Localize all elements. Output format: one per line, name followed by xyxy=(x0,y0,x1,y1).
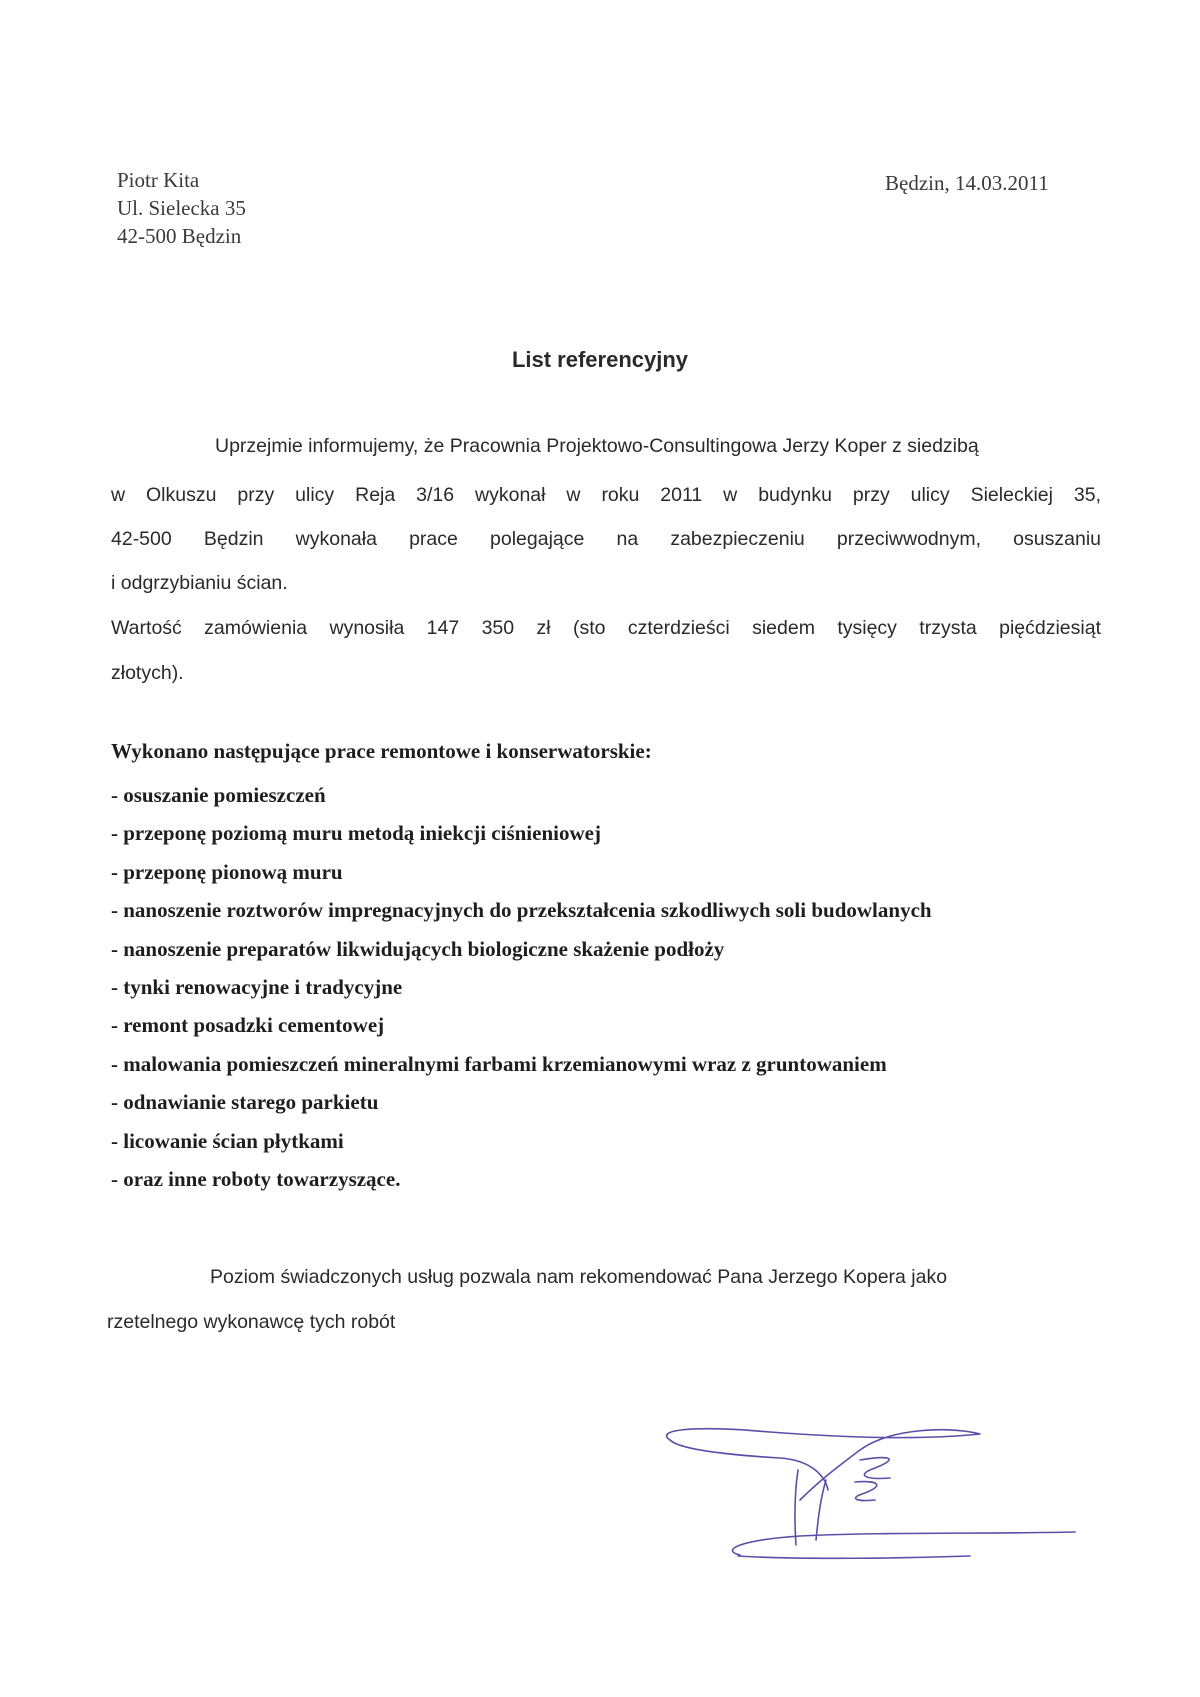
closing-line-1: Poziom świadczonych usług pozwala nam rekomendować Pana Jerzego Kopera jako xyxy=(210,1266,948,1288)
list-item: - odnawianie starego parkietu xyxy=(111,1090,379,1115)
paragraph-2-line-2: złotych). xyxy=(111,662,184,684)
sender-address xyxy=(117,166,246,250)
paragraph-1-line-3: 42-500 Będzin wykonała prace polegające na zabezpieczeniu przeciwwodnym, osuszaniu xyxy=(111,528,1101,550)
closing-line-2: rzetelnego wykonawcę tych robót xyxy=(107,1311,396,1333)
list-item: - remont posadzki cementowej xyxy=(111,1013,385,1038)
list-item: - przeponę poziomą muru metodą iniekcji ciśnieniowej xyxy=(111,821,601,846)
list-item: - nanoszenie roztworów impregnacyjnych do przekształcenia szkodliwych soli budowlanych xyxy=(111,898,932,923)
sender-name: Piotr Kita xyxy=(117,168,200,192)
list-item: - nanoszenie preparatów likwidujących biologiczne skażenie podłoży xyxy=(111,936,725,961)
paragraph-1-line-1: Uprzejmie informujemy, że Pracownia Projektowo-Consultingowa Jerzy Koper z siedzibą xyxy=(215,435,979,457)
paragraph-1-line-4: i odgrzybianiu ścian. xyxy=(111,572,288,594)
place-and-date: Będzin, 14.03.2011 xyxy=(885,171,1049,195)
paragraph-1-line-2: w Olkuszu przy ulicy Reja 3/16 wykonał w roku 2011 w budynku przy ulicy Sieleckiej 35, xyxy=(111,484,1101,506)
letter-title: List referencyjny xyxy=(511,347,689,372)
list-item: - przeponę pionową muru xyxy=(111,859,343,884)
list-item: - licowanie ścian płytkami xyxy=(111,1128,344,1153)
handwritten-signature-icon xyxy=(650,1420,1090,1570)
works-list xyxy=(111,776,932,1198)
list-item: - malowania pomieszczeń mineralnymi farbami krzemianowymi wraz z gruntowaniem xyxy=(111,1051,887,1076)
works-heading: Wykonano następujące prace remontowe i konserwatorskie: xyxy=(111,739,652,763)
list-item: - osuszanie pomieszczeń xyxy=(111,783,326,807)
sender-city: 42-500 Będzin xyxy=(117,224,242,248)
paragraph-2-line-1: Wartość zamówienia wynosiła 147 350 zł (sto czterdzieści siedem tysięcy trzysta pięćdziesiąt xyxy=(111,617,1101,639)
list-item: - oraz inne roboty towarzyszące. xyxy=(111,1166,401,1191)
sender-street: Ul. Sielecka 35 xyxy=(117,196,246,220)
list-item: - tynki renowacyjne i tradycyjne xyxy=(111,974,403,999)
